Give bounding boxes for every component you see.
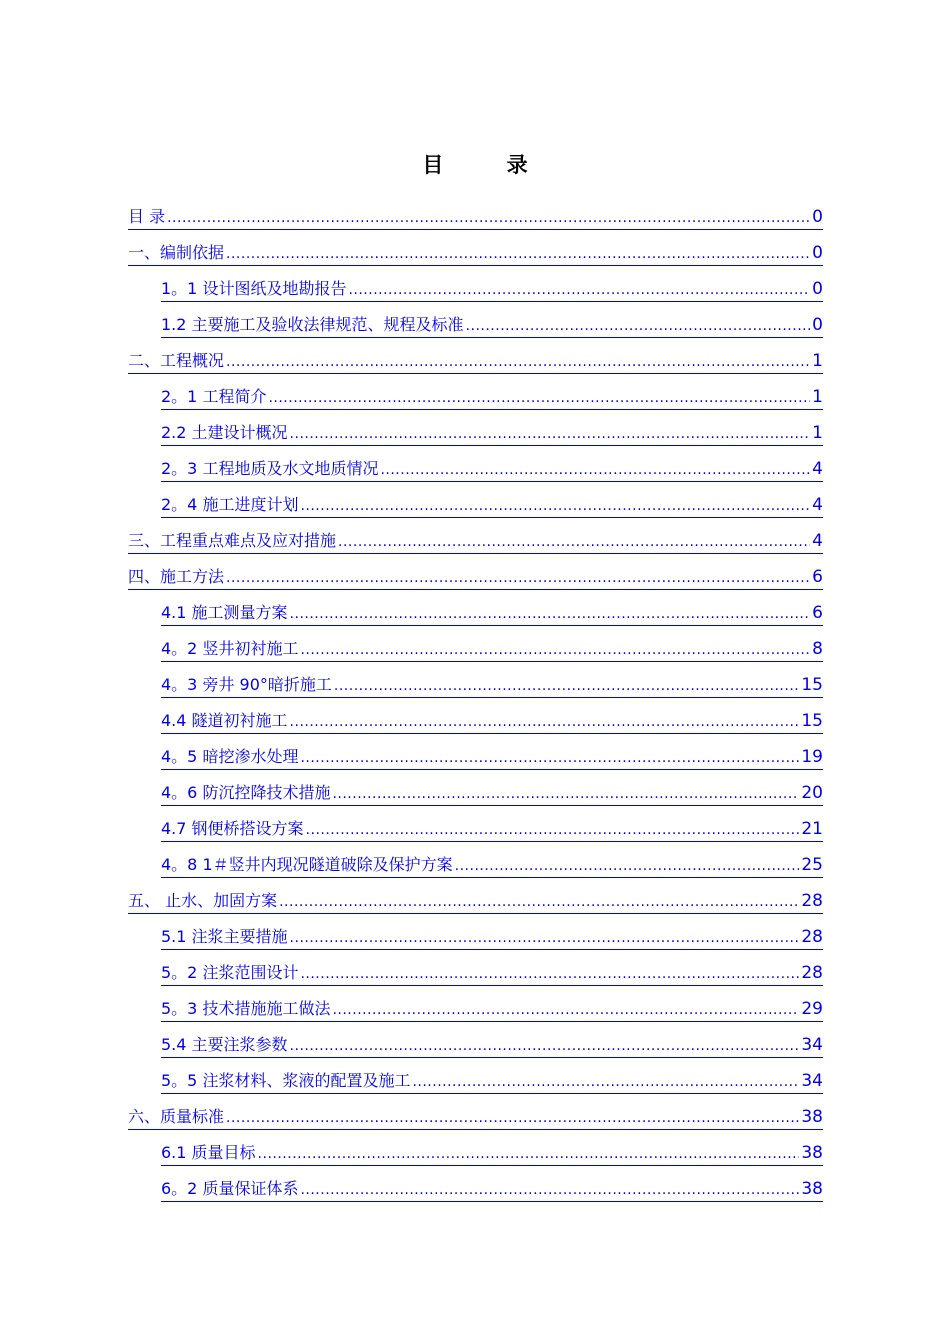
toc-dot-leader xyxy=(290,423,811,445)
toc-dot-leader xyxy=(300,963,799,985)
toc-entry-page: 21 xyxy=(801,819,823,839)
toc-dot-leader xyxy=(466,315,811,337)
toc-dot-leader xyxy=(300,1179,799,1201)
toc-entry[interactable] xyxy=(128,848,823,884)
toc-entry-page: 4 xyxy=(812,459,823,479)
toc-entry-page: 25 xyxy=(801,855,823,875)
toc-dot-leader xyxy=(290,1035,800,1057)
toc-entry[interactable] xyxy=(128,1100,823,1136)
toc-entry-label: 4.1 施工测量方案 xyxy=(161,603,288,622)
toc-entry-page: 0 xyxy=(812,279,823,299)
toc-entry[interactable] xyxy=(128,272,823,308)
toc-entry[interactable] xyxy=(128,200,823,236)
toc-dot-leader xyxy=(334,675,799,697)
toc-entry-page: 1 xyxy=(812,351,823,371)
toc-dot-leader xyxy=(348,279,810,301)
toc-entry-page: 15 xyxy=(801,711,823,731)
toc-entry-page: 28 xyxy=(801,927,823,947)
toc-entry[interactable] xyxy=(128,308,823,344)
toc-entry-page: 28 xyxy=(801,891,823,911)
toc-entry-label: 2。4 施工进度计划 xyxy=(161,495,299,514)
toc-entry-page: 34 xyxy=(801,1035,823,1055)
toc-entry-page: 8 xyxy=(812,639,823,659)
toc-entry-label: 4.4 隧道初衬施工 xyxy=(161,711,288,730)
toc-dot-leader xyxy=(290,927,800,949)
toc-entry-label: 4.7 钢便桥搭设方案 xyxy=(161,819,304,838)
toc-dot-leader xyxy=(300,747,799,769)
toc-entry-label: 2。3 工程地质及水文地质情况 xyxy=(161,459,379,478)
toc-entry[interactable] xyxy=(128,488,823,524)
toc-dot-leader xyxy=(290,603,811,625)
toc-entry-label: 目 录 xyxy=(128,207,166,226)
toc-entry[interactable] xyxy=(128,452,823,488)
toc-entry-page: 19 xyxy=(801,747,823,767)
toc-dot-leader xyxy=(306,819,800,841)
toc-entry[interactable] xyxy=(128,992,823,1028)
toc-entry-label: 5.4 主要注浆参数 xyxy=(161,1035,288,1054)
toc-entry[interactable] xyxy=(128,524,823,560)
toc-dot-leader xyxy=(332,999,799,1021)
toc-entry-label: 2.2 土建设计概况 xyxy=(161,423,288,442)
toc-entry-label: 4。2 竖井初衬施工 xyxy=(161,639,299,658)
toc-entry-label: 一、编制依据 xyxy=(128,243,225,262)
toc-entry[interactable] xyxy=(128,560,823,596)
toc-entry-page: 29 xyxy=(801,999,823,1019)
toc-entry[interactable] xyxy=(128,740,823,776)
toc-dot-leader xyxy=(279,891,799,913)
toc-entry[interactable] xyxy=(128,596,823,632)
toc-dot-leader xyxy=(338,531,810,553)
toc-entry-page: 4 xyxy=(812,531,823,551)
toc-dot-leader xyxy=(380,459,810,481)
toc-entry-page: 15 xyxy=(801,675,823,695)
toc-entry-page: 4 xyxy=(812,495,823,515)
toc-entry-page: 0 xyxy=(812,207,823,227)
toc-entry-label: 1。1 设计图纸及地勘报告 xyxy=(161,279,347,298)
toc-entry-label: 5。5 注浆材料、浆液的配置及施工 xyxy=(161,1071,411,1090)
toc-entry[interactable] xyxy=(128,416,823,452)
toc-entry-page: 28 xyxy=(801,963,823,983)
toc-entry-label: 6。2 质量保证体系 xyxy=(161,1179,299,1198)
toc-entry[interactable] xyxy=(128,668,823,704)
table-of-contents xyxy=(128,200,823,1208)
toc-entry-label: 二、工程概况 xyxy=(128,351,225,370)
toc-entry[interactable] xyxy=(128,632,823,668)
toc-dot-leader xyxy=(167,207,810,229)
toc-entry-label: 5。2 注浆范围设计 xyxy=(161,963,299,982)
toc-entry-page: 1 xyxy=(812,423,823,443)
toc-entry[interactable] xyxy=(128,236,823,272)
toc-entry-page: 38 xyxy=(801,1143,823,1163)
toc-entry[interactable] xyxy=(128,776,823,812)
toc-entry[interactable] xyxy=(128,1136,823,1172)
toc-entry[interactable] xyxy=(128,1172,823,1208)
toc-dot-leader xyxy=(332,783,799,805)
page-title: 目 录 xyxy=(422,153,556,177)
toc-entry-label: 6.1 质量目标 xyxy=(161,1143,256,1162)
toc-entry-label: 四、施工方法 xyxy=(128,567,225,586)
toc-dot-leader xyxy=(455,855,800,877)
toc-entry[interactable] xyxy=(128,704,823,740)
toc-dot-leader xyxy=(226,351,810,373)
toc-entry-page: 38 xyxy=(801,1179,823,1199)
toc-entry-page: 38 xyxy=(801,1107,823,1127)
toc-dot-leader xyxy=(300,495,810,517)
toc-dot-leader xyxy=(412,1071,799,1093)
toc-dot-leader xyxy=(258,1143,800,1165)
toc-entry-page: 20 xyxy=(801,783,823,803)
toc-entry-page: 0 xyxy=(812,315,823,335)
toc-entry-label: 5.1 注浆主要措施 xyxy=(161,927,288,946)
toc-entry-label: 5。3 技术措施施工做法 xyxy=(161,999,331,1018)
toc-entry[interactable] xyxy=(128,920,823,956)
toc-dot-leader xyxy=(226,567,810,589)
toc-entry-page: 0 xyxy=(812,243,823,263)
toc-dot-leader xyxy=(226,243,810,265)
toc-entry-label: 2。1 工程简介 xyxy=(161,387,267,406)
toc-entry-label: 五、 止水、加固方案 xyxy=(128,891,278,910)
toc-entry[interactable] xyxy=(128,380,823,416)
toc-entry[interactable] xyxy=(128,812,823,848)
toc-entry-page: 1 xyxy=(812,387,823,407)
toc-entry-label: 4。5 暗挖渗水处理 xyxy=(161,747,299,766)
toc-dot-leader xyxy=(300,639,810,661)
toc-dot-leader xyxy=(268,387,810,409)
toc-entry-label: 4。8 1＃竖井内现况隧道破除及保护方案 xyxy=(161,855,453,874)
toc-entry[interactable] xyxy=(128,1028,823,1064)
toc-entry-page: 34 xyxy=(801,1071,823,1091)
toc-entry[interactable] xyxy=(128,344,823,380)
toc-dot-leader xyxy=(226,1107,799,1129)
toc-entry-page: 6 xyxy=(812,567,823,587)
toc-entry-label: 六、质量标准 xyxy=(128,1107,225,1126)
toc-entry-label: 4。6 防沉控降技术措施 xyxy=(161,783,331,802)
toc-entry-page: 6 xyxy=(812,603,823,623)
toc-dot-leader xyxy=(290,711,800,733)
toc-entry[interactable] xyxy=(128,956,823,992)
toc-entry-label: 三、工程重点难点及应对措施 xyxy=(128,531,337,550)
toc-entry-label: 4。3 旁井 90°暗折施工 xyxy=(161,675,332,694)
toc-entry[interactable] xyxy=(128,1064,823,1100)
toc-entry[interactable] xyxy=(128,884,823,920)
toc-entry-label: 1.2 主要施工及验收法律规范、规程及标准 xyxy=(161,315,464,334)
